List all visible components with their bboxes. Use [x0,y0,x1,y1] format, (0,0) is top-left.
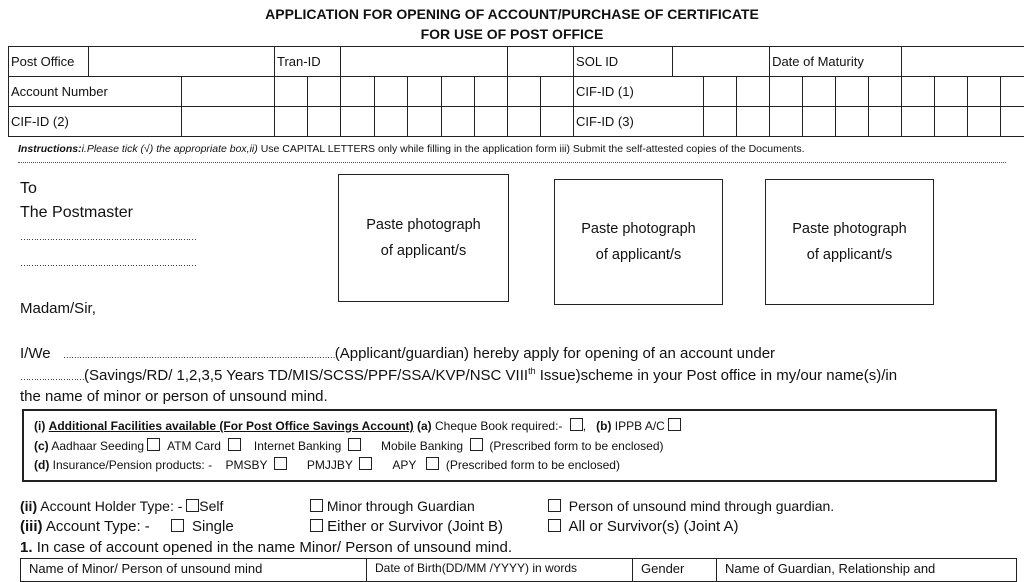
account-type-text: Account Type: - [45,518,150,535]
cif-id-1-cell[interactable] [836,77,869,107]
unsound-label: Person of unsound mind through guardian. [568,498,835,514]
apy-label: APY [392,458,417,472]
declaration-line-3: the name of minor or person of unsound mind. [20,388,328,405]
cif-id-1-cell[interactable] [1001,77,1024,107]
minor-section-num: 1. [20,539,33,556]
cif-id-1-cell[interactable] [737,77,770,107]
applicant-name-field[interactable]: ………………………………………………………………………………………… [62,350,335,360]
ippb-label: IPPB A/C [614,419,665,433]
cif-id-3-label: CIF-ID (3) [574,107,704,137]
minor-section-heading [20,539,512,556]
pmsby-checkbox[interactable] [274,457,287,470]
cif-id-3-cell[interactable] [803,107,836,137]
photo-box-1-line2: of applicant/s [380,243,467,259]
all-option [548,518,739,535]
cif-id-1-cell[interactable] [770,77,803,107]
account-number-cell[interactable] [508,77,541,107]
cif-id-2-cell[interactable] [308,107,341,137]
atm-label: ATM Card [167,439,221,453]
photo-box-1[interactable] [338,174,509,302]
declaration-line-1-end: (Applicant/guardian) hereby apply for opening of an account under [334,345,776,362]
cif-id-2-cell[interactable] [375,107,408,137]
account-number-cell[interactable] [408,77,442,107]
address-line-1[interactable]: ………………………………………………………… [20,232,196,242]
divider [18,162,1006,163]
declaration-line-1 [20,345,775,362]
instructions [18,143,1018,155]
pmjjby-label: PMJJBY [306,458,353,472]
account-number-cell[interactable] [182,77,275,107]
cheque-book-label: Cheque Book required:- [435,419,563,433]
insurance-label: Insurance/Pension products: - [52,458,213,472]
cif-id-3-cell[interactable] [704,107,737,137]
cif-id-3-cell[interactable] [869,107,902,137]
pmsby-label: PMSBY [225,458,268,472]
declaration-sup: th [528,366,536,376]
office-use-grid [8,46,1024,137]
col-gender: Gender [633,559,717,582]
ippb-checkbox[interactable] [668,418,681,431]
cif-id-2-cell[interactable] [508,107,541,137]
cif-id-2-cell[interactable] [275,107,308,137]
apy-checkbox[interactable] [426,457,439,470]
cif-id-2-label: CIF-ID (2) [9,107,182,137]
internet-banking-label: Internet Banking [253,439,342,453]
post-office-field[interactable] [89,47,275,77]
minor-label: Minor through Guardian [326,498,475,514]
minor-details-table [20,558,1017,582]
form-title-line2: FOR USE OF POST OFFICE [420,26,604,42]
declaration-iwe: I/We [20,345,51,362]
facilities-d-label: (d) [34,458,50,472]
mobile-banking-label: Mobile Banking [381,439,464,453]
all-label: All or Survivor(s) (Joint A) [568,518,739,535]
account-number-label: Account Number [9,77,182,107]
form-title-line1: APPLICATION FOR OPENING OF ACCOUNT/PURCHASE OF CERTIFICATE [265,6,759,22]
cif-id-3-cell[interactable] [737,107,770,137]
cif-id-3-cell[interactable] [836,107,869,137]
instructions-text: Use CAPITAL LETTERS only while filling in the application form iii) Submit the self-attested copies of the Documents. [257,143,805,155]
mobile-banking-checkbox[interactable] [470,438,483,451]
address-postmaster: The Postmaster [20,204,133,221]
post-office-label: Post Office [9,47,89,77]
photo-box-2[interactable] [554,179,723,305]
aadhaar-label: Aadhaar Seeding [51,439,145,453]
declaration-line-2-text: (Savings/RD/ 1,2,3,5 Years TD/MIS/SCSS/PPF/SSA/KVP/NSC VIII [84,367,529,384]
instructions-italic: i.Please tick (√) the appropriate box,ii) [81,143,258,155]
declaration-line-2-end: Issue)scheme in your Post office in my/our name(s)/in [535,367,898,384]
cif-id-2-cell[interactable] [182,107,275,137]
self-label: Self [199,498,224,514]
atm-checkbox[interactable] [228,438,241,451]
cif-id-1-cell[interactable] [968,77,1001,107]
cif-id-2-cell[interactable] [341,107,375,137]
account-number-cell[interactable] [275,77,308,107]
tran-id-field-2[interactable] [508,47,574,77]
photo-box-3-line1: Paste photograph [792,221,907,237]
account-number-cell[interactable] [341,77,375,107]
unsound-checkbox[interactable] [548,499,561,512]
account-number-cell[interactable] [541,77,574,107]
cif-id-3-cell[interactable] [770,107,803,137]
salutation: Madam/Sir, [20,300,96,317]
cif-id-3-cell[interactable] [968,107,1001,137]
minor-option [310,498,475,514]
instructions-label: Instructions: [18,143,82,155]
comma: , [582,419,587,433]
minor-section-text: In case of account opened in the name Minor/ Person of unsound mind. [36,539,512,556]
cif-id-2-cell[interactable] [541,107,574,137]
cif-id-1-cell[interactable] [704,77,737,107]
sol-id-label: SOL ID [574,47,673,77]
either-checkbox[interactable] [310,519,323,532]
scheme-field[interactable]: …………………… [20,372,84,382]
cif-id-3-cell[interactable] [902,107,935,137]
photo-box-2-line1: Paste photograph [581,221,696,237]
cif-id-1-cell[interactable] [935,77,968,107]
holder-type-label [20,498,223,514]
facilities-i-label: (i) [34,419,46,433]
photo-box-3[interactable] [765,179,934,305]
unsound-option [548,498,834,514]
col-dob: Date of Birth(DD/MM /YYYY) in words [367,559,633,582]
internet-banking-checkbox[interactable] [348,438,361,451]
date-of-maturity-label: Date of Maturity [770,47,902,77]
photo-box-1-line1: Paste photograph [366,217,481,233]
facilities-c-label: (c) [34,439,49,453]
declaration-line-2 [20,366,897,384]
cheque-book-checkbox[interactable] [570,418,583,431]
aadhaar-checkbox[interactable] [147,438,160,451]
photo-box-3-line2: of applicant/s [806,247,893,263]
either-label: Either or Survivor (Joint B) [327,518,504,535]
holder-type-num: (ii) [20,498,38,514]
cif-id-1-cell[interactable] [803,77,836,107]
cif-id-3-cell[interactable] [935,107,968,137]
holder-type-text: Account Holder Type: - [40,498,183,514]
account-number-cell[interactable] [475,77,508,107]
cif-id-2-cell[interactable] [408,107,442,137]
facilities-b-label: (b) [596,419,612,433]
account-number-cell[interactable] [442,77,475,107]
col-minor-name: Name of Minor/ Person of unsound mind [21,559,367,582]
tran-id-field[interactable] [341,47,508,77]
facilities-box [22,409,997,482]
self-checkbox[interactable] [186,499,199,512]
minor-checkbox[interactable] [310,499,323,512]
cif-id-3-cell[interactable] [1001,107,1024,137]
cif-id-2-cell[interactable] [475,107,508,137]
date-of-maturity-field[interactable] [902,47,1024,77]
address-line-2[interactable]: ………………………………………………………… [20,258,196,268]
facilities-title: Additional Facilities available (For Post Office Savings Account) [48,419,414,433]
d-note: (Prescribed form to be enclosed) [445,458,620,472]
account-type-num: (iii) [20,518,43,535]
single-checkbox[interactable] [171,519,184,532]
cif-id-1-label: CIF-ID (1) [574,77,704,107]
account-number-cell[interactable] [308,77,341,107]
all-checkbox[interactable] [548,519,561,532]
tran-id-label: Tran-ID [275,47,341,77]
photo-box-2-line2: of applicant/s [595,247,682,263]
cif-id-1-cell[interactable] [902,77,935,107]
either-option [310,518,503,535]
cif-id-1-cell[interactable] [869,77,902,107]
c-note: (Prescribed form to be enclosed) [489,439,664,453]
address-to: To [20,180,37,197]
cif-id-2-cell[interactable] [442,107,475,137]
sol-id-field[interactable] [673,47,770,77]
pmjjby-checkbox[interactable] [359,457,372,470]
col-guardian: Name of Guardian, Relationship and [717,559,1017,582]
facilities-a-label: (a) [416,419,432,433]
account-type-label [20,518,234,535]
single-label: Single [191,518,234,535]
account-number-cell[interactable] [375,77,408,107]
